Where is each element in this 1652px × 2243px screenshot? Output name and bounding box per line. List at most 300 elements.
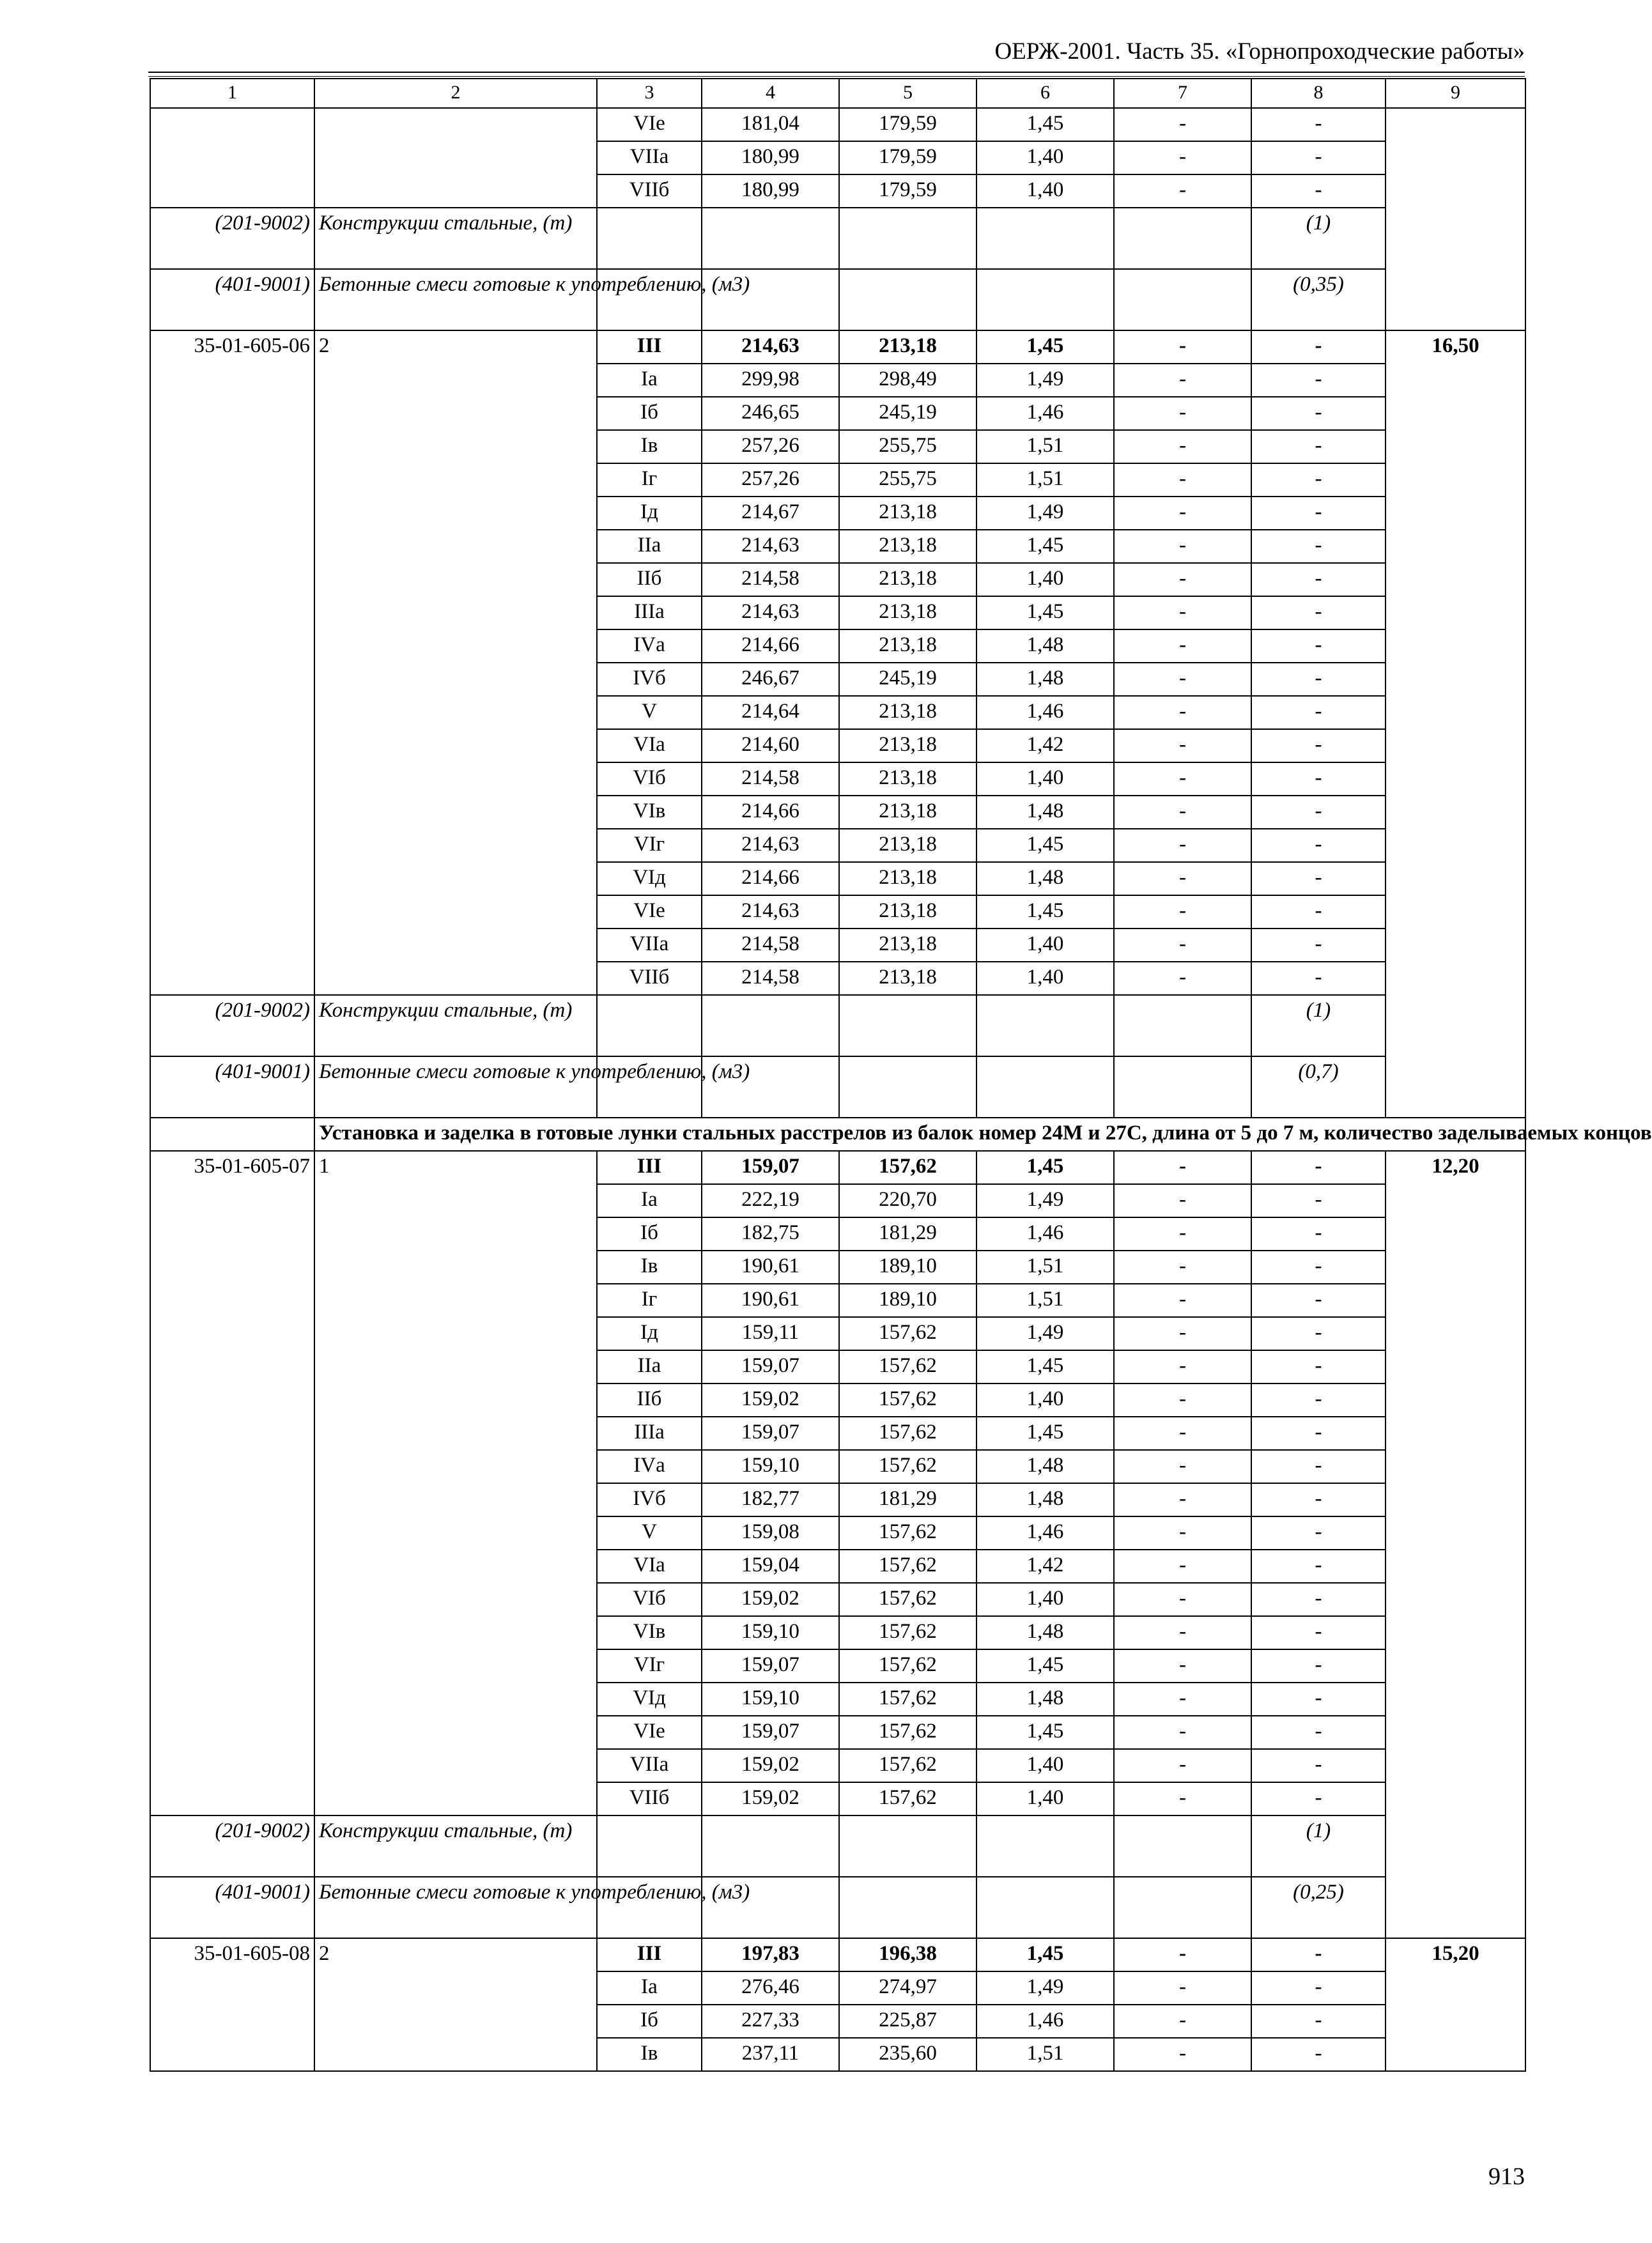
resource-qty: (1) [1251, 995, 1386, 1056]
norm-total: 16,50 [1386, 330, 1525, 1118]
table-cell [977, 1815, 1114, 1877]
table-cell: - [1251, 1151, 1386, 1184]
table-cell: 246,67 [702, 663, 839, 696]
table-cell: IIа [597, 530, 702, 563]
table-cell: 157,62 [839, 1683, 977, 1716]
table-cell: 159,02 [702, 1782, 839, 1815]
table-cell: - [1114, 463, 1251, 497]
table-cell: 157,62 [839, 1782, 977, 1815]
table-cell [1114, 1877, 1251, 1938]
table-cell: 213,18 [839, 497, 977, 530]
table-cell: 1,45 [977, 1350, 1114, 1384]
table-cell: - [1114, 1317, 1251, 1350]
column-number: 1 [150, 79, 314, 108]
table-cell: 227,33 [702, 2005, 839, 2038]
table-cell [702, 208, 839, 269]
table-cell: - [1251, 497, 1386, 530]
table-cell: 1,45 [977, 1417, 1114, 1450]
table-cell: 1,46 [977, 397, 1114, 430]
resource-code: (401-9001) [150, 1877, 314, 1938]
table-cell: 1,51 [977, 2038, 1114, 2071]
resource-row [150, 1815, 1525, 1877]
norm-label: 2 [314, 330, 597, 995]
table-cell: 189,10 [839, 1284, 977, 1317]
table-cell: 213,18 [839, 629, 977, 663]
table-cell: 213,18 [839, 829, 977, 862]
table-cell: - [1251, 2005, 1386, 2038]
table-cell: - [1114, 929, 1251, 962]
table-cell: - [1114, 1151, 1251, 1184]
section-title: Установка и заделка в готовые лунки стальных расстрелов из балок номер 24М и 27С, длина от 5 до 7 м, количество заделываемых концов [314, 1118, 1525, 1151]
table-cell [597, 995, 702, 1056]
resource-code: (201-9002) [150, 208, 314, 269]
table-cell: - [1251, 530, 1386, 563]
table-cell: 157,62 [839, 1516, 977, 1550]
table-cell: 1,40 [977, 141, 1114, 174]
table-cell: - [1251, 1450, 1386, 1483]
table-cell: - [1114, 1483, 1251, 1516]
table-cell: 257,26 [702, 430, 839, 463]
table-cell: 213,18 [839, 895, 977, 929]
table-cell: - [1114, 1284, 1251, 1317]
table-row [150, 330, 1525, 364]
table-cell: 1,40 [977, 1782, 1114, 1815]
table-cell: 1,49 [977, 364, 1114, 397]
table-cell: 1,51 [977, 1284, 1114, 1317]
table-cell: Iг [597, 1284, 702, 1317]
resource-code: (201-9002) [150, 1815, 314, 1877]
table-cell [977, 208, 1114, 269]
resource-qty: (1) [1251, 208, 1386, 269]
table-cell: 157,62 [839, 1384, 977, 1417]
table-cell: III [597, 330, 702, 364]
table-cell: - [1251, 1782, 1386, 1815]
table-cell: 246,65 [702, 397, 839, 430]
table-cell: - [1251, 330, 1386, 364]
table-cell: - [1114, 1782, 1251, 1815]
table-row [150, 1938, 1525, 1971]
table-cell: Iг [597, 463, 702, 497]
table-cell: 255,75 [839, 430, 977, 463]
table-cell: 220,70 [839, 1184, 977, 1217]
table-cell: - [1251, 1971, 1386, 2005]
norm-total [1386, 108, 1525, 330]
table-cell: VIIа [597, 1749, 702, 1782]
table-cell: - [1251, 895, 1386, 929]
table-cell: 179,59 [839, 141, 977, 174]
table-cell: 1,45 [977, 330, 1114, 364]
norm-total: 15,20 [1386, 1938, 1525, 2071]
table-cell [839, 208, 977, 269]
table-cell: 159,04 [702, 1550, 839, 1583]
table-cell: - [1251, 762, 1386, 796]
norm-code: 35-01-605-06 [150, 330, 314, 995]
table-cell: - [1114, 108, 1251, 141]
table-cell: 159,07 [702, 1417, 839, 1450]
table-cell: IVа [597, 629, 702, 663]
table-cell: VIг [597, 829, 702, 862]
table-cell: 214,66 [702, 629, 839, 663]
table-cell: - [1114, 1516, 1251, 1550]
table-cell: 1,45 [977, 1938, 1114, 1971]
table-cell: - [1114, 1616, 1251, 1649]
table-cell: 1,49 [977, 1971, 1114, 2005]
table-cell [839, 1877, 977, 1938]
table-cell: 196,38 [839, 1938, 977, 1971]
resource-qty: (0,7) [1251, 1056, 1386, 1118]
table-cell: 189,10 [839, 1251, 977, 1284]
table-cell [702, 1815, 839, 1877]
table-cell: 197,83 [702, 1938, 839, 1971]
table-cell: 1,40 [977, 762, 1114, 796]
table-cell: 1,45 [977, 108, 1114, 141]
resource-row [150, 208, 1525, 269]
column-number-row [150, 79, 1525, 108]
table-cell: Iд [597, 1317, 702, 1350]
table-cell: - [1114, 629, 1251, 663]
norm-label: 2 [314, 1938, 597, 2071]
table-cell: VIIа [597, 929, 702, 962]
page-header: ОЕРЖ-2001. Часть 35. «Горнопроходческие работы» [994, 38, 1525, 65]
resource-qty: (0,35) [1251, 269, 1386, 330]
table-cell [977, 995, 1114, 1056]
table-cell: Iд [597, 497, 702, 530]
table-cell: - [1114, 563, 1251, 596]
table-cell: - [1251, 108, 1386, 141]
table-cell: - [1114, 696, 1251, 729]
table-cell: - [1114, 1749, 1251, 1782]
table-cell: - [1251, 1649, 1386, 1683]
table-cell: 213,18 [839, 762, 977, 796]
table-cell: VIв [597, 1616, 702, 1649]
table-cell: 214,58 [702, 563, 839, 596]
norms-table [150, 78, 1652, 2072]
table-cell: - [1251, 862, 1386, 895]
table-cell: 159,07 [702, 1350, 839, 1384]
table-cell: 159,07 [702, 1716, 839, 1749]
norm-label: 1 [314, 1151, 597, 1815]
header-rule [148, 72, 1525, 77]
table-cell: IVа [597, 1450, 702, 1483]
column-number: 5 [839, 79, 977, 108]
table-cell: 1,46 [977, 1217, 1114, 1251]
table-cell: 179,59 [839, 108, 977, 141]
table-cell: - [1251, 1516, 1386, 1550]
column-number: 8 [1251, 79, 1386, 108]
table-cell: 1,42 [977, 729, 1114, 762]
table-cell [977, 269, 1114, 330]
table-cell: - [1251, 1683, 1386, 1716]
table-cell: 1,48 [977, 629, 1114, 663]
table-cell: 1,42 [977, 1550, 1114, 1583]
table-cell: - [1114, 497, 1251, 530]
table-cell: 257,26 [702, 463, 839, 497]
table-cell: - [1114, 1384, 1251, 1417]
resource-row [150, 269, 1525, 330]
table-cell: - [1251, 364, 1386, 397]
table-cell: - [1114, 596, 1251, 629]
table-cell: - [1114, 2038, 1251, 2071]
table-cell: Iб [597, 1217, 702, 1251]
table-cell: - [1114, 430, 1251, 463]
table-cell: - [1114, 1938, 1251, 1971]
page-number: 913 [1488, 2163, 1525, 2190]
table-cell: 157,62 [839, 1350, 977, 1384]
table-cell: 213,18 [839, 962, 977, 995]
table-cell: 235,60 [839, 2038, 977, 2071]
table-cell: 1,40 [977, 962, 1114, 995]
table-cell: 1,48 [977, 1450, 1114, 1483]
table-cell: - [1251, 174, 1386, 208]
table-cell: 1,46 [977, 1516, 1114, 1550]
resource-name: Конструкции стальные, (т) [314, 208, 597, 269]
table-cell: - [1251, 1716, 1386, 1749]
table-cell: Iв [597, 2038, 702, 2071]
table-cell: 214,67 [702, 497, 839, 530]
table-cell [839, 1056, 977, 1118]
resource-code: (401-9001) [150, 269, 314, 330]
table-cell: - [1251, 729, 1386, 762]
table-cell: Iа [597, 1184, 702, 1217]
table-cell [839, 1815, 977, 1877]
table-cell: VIIб [597, 174, 702, 208]
table-cell: - [1251, 1583, 1386, 1616]
table-cell: 180,99 [702, 174, 839, 208]
table-row [150, 108, 1525, 141]
norm-code [150, 108, 314, 208]
table-cell: 157,62 [839, 1716, 977, 1749]
resource-name: Бетонные смеси готовые к употреблению, (м3) [314, 1877, 597, 1938]
table-cell: VIIб [597, 962, 702, 995]
table-cell: 237,11 [702, 2038, 839, 2071]
table-cell: 157,62 [839, 1317, 977, 1350]
table-cell: 157,62 [839, 1649, 977, 1683]
table-cell: - [1251, 1251, 1386, 1284]
table-cell: 1,46 [977, 696, 1114, 729]
table-cell: - [1114, 1550, 1251, 1583]
table-cell: - [1251, 829, 1386, 862]
table-cell: 159,10 [702, 1616, 839, 1649]
norm-label [314, 108, 597, 208]
table-cell: 157,62 [839, 1450, 977, 1483]
table-cell: VIа [597, 729, 702, 762]
table-cell: - [1251, 962, 1386, 995]
table-cell: IIIа [597, 1417, 702, 1450]
column-number: 9 [1386, 79, 1525, 108]
table-cell: IIб [597, 563, 702, 596]
table-cell: 159,02 [702, 1749, 839, 1782]
table-cell: V [597, 696, 702, 729]
table-cell [702, 995, 839, 1056]
table-cell: - [1114, 862, 1251, 895]
table-cell: - [1114, 1649, 1251, 1683]
table-cell: - [1114, 962, 1251, 995]
table-cell [597, 208, 702, 269]
table-cell: - [1114, 1217, 1251, 1251]
table-cell: 1,49 [977, 1317, 1114, 1350]
table-cell: 298,49 [839, 364, 977, 397]
table-cell: VIIа [597, 141, 702, 174]
table-cell: 213,18 [839, 729, 977, 762]
table-cell [1114, 1815, 1251, 1877]
table-cell: 1,51 [977, 430, 1114, 463]
norm-total: 12,20 [1386, 1151, 1525, 1938]
table-cell: 1,40 [977, 1583, 1114, 1616]
norm-code: 35-01-605-07 [150, 1151, 314, 1815]
table-cell: 1,45 [977, 596, 1114, 629]
table-cell: IIб [597, 1384, 702, 1417]
table-cell [1114, 208, 1251, 269]
table-cell: 181,29 [839, 1217, 977, 1251]
section-row [150, 1118, 1525, 1151]
table-cell: Iб [597, 2005, 702, 2038]
table-cell: 159,11 [702, 1317, 839, 1350]
resource-qty: (0,25) [1251, 1877, 1386, 1938]
table-cell: 1,45 [977, 1151, 1114, 1184]
table-cell: VIб [597, 762, 702, 796]
table-cell: - [1251, 1384, 1386, 1417]
table-cell: - [1114, 829, 1251, 862]
table-cell: - [1251, 1184, 1386, 1217]
table-cell: 276,46 [702, 1971, 839, 2005]
table-cell: - [1251, 1217, 1386, 1251]
table-cell: - [1251, 696, 1386, 729]
table-cell: Iа [597, 1971, 702, 2005]
table-cell [839, 269, 977, 330]
table-cell: - [1114, 1251, 1251, 1284]
table-cell: 214,63 [702, 530, 839, 563]
table-cell: 213,18 [839, 929, 977, 962]
table-cell: Iа [597, 364, 702, 397]
table-cell: 1,40 [977, 1749, 1114, 1782]
table-cell: 214,58 [702, 929, 839, 962]
table-cell: Iв [597, 430, 702, 463]
table-cell: IVб [597, 1483, 702, 1516]
table-cell: - [1251, 563, 1386, 596]
table-cell: 159,02 [702, 1583, 839, 1616]
table-cell [977, 1877, 1114, 1938]
table-cell: 274,97 [839, 1971, 977, 2005]
table-cell: 1,49 [977, 497, 1114, 530]
table-cell: - [1114, 1971, 1251, 2005]
table-cell: - [1251, 629, 1386, 663]
table-cell: - [1251, 1317, 1386, 1350]
table-cell: 214,64 [702, 696, 839, 729]
table-cell: 214,66 [702, 796, 839, 829]
resource-row [150, 1877, 1525, 1938]
table-cell: 213,18 [839, 696, 977, 729]
table-cell: 181,04 [702, 108, 839, 141]
table-cell: - [1251, 796, 1386, 829]
table-cell: - [1114, 330, 1251, 364]
table-cell: - [1114, 1450, 1251, 1483]
table-cell: 157,62 [839, 1151, 977, 1184]
table-cell: 225,87 [839, 2005, 977, 2038]
table-cell: 190,61 [702, 1284, 839, 1317]
table-cell: 181,29 [839, 1483, 977, 1516]
column-number: 3 [597, 79, 702, 108]
table-cell: 1,51 [977, 1251, 1114, 1284]
table-cell: 299,98 [702, 364, 839, 397]
table-cell: 214,63 [702, 895, 839, 929]
table-cell: 214,63 [702, 829, 839, 862]
table-cell: 159,10 [702, 1450, 839, 1483]
table-cell: 213,18 [839, 862, 977, 895]
table-cell: 159,02 [702, 1384, 839, 1417]
table-cell: 180,99 [702, 141, 839, 174]
table-cell: 213,18 [839, 563, 977, 596]
table-cell: 1,46 [977, 2005, 1114, 2038]
table-cell: - [1114, 141, 1251, 174]
table-cell: 255,75 [839, 463, 977, 497]
table-cell: VIг [597, 1649, 702, 1683]
table-cell: V [597, 1516, 702, 1550]
table-cell: 1,45 [977, 1716, 1114, 1749]
table-cell: 190,61 [702, 1251, 839, 1284]
table-cell [150, 1118, 314, 1151]
table-cell: - [1114, 2005, 1251, 2038]
table-cell: - [1251, 1550, 1386, 1583]
table-cell: VIе [597, 895, 702, 929]
table-cell: 1,40 [977, 1384, 1114, 1417]
column-number: 6 [977, 79, 1114, 108]
table-cell: - [1251, 430, 1386, 463]
table-cell: 245,19 [839, 663, 977, 696]
resource-row [150, 1056, 1525, 1118]
table-cell: 213,18 [839, 596, 977, 629]
table-cell: 157,62 [839, 1749, 977, 1782]
table-cell: VIд [597, 1683, 702, 1716]
table-cell [1114, 269, 1251, 330]
table-cell: 213,18 [839, 796, 977, 829]
table-cell: 159,07 [702, 1151, 839, 1184]
table-cell: - [1251, 663, 1386, 696]
column-number: 7 [1114, 79, 1251, 108]
table-cell: 157,62 [839, 1550, 977, 1583]
table-cell: 1,49 [977, 1184, 1114, 1217]
table-cell: VIв [597, 796, 702, 829]
table-cell: 157,62 [839, 1583, 977, 1616]
table-cell: Iв [597, 1251, 702, 1284]
table-cell: - [1114, 1716, 1251, 1749]
table-cell: 159,08 [702, 1516, 839, 1550]
table-cell: 157,62 [839, 1616, 977, 1649]
table-cell: VIе [597, 1716, 702, 1749]
resource-name: Бетонные смеси готовые к употреблению, (м3) [314, 269, 597, 330]
resource-name: Конструкции стальные, (т) [314, 1815, 597, 1877]
table-cell: 1,45 [977, 895, 1114, 929]
table-cell: - [1114, 1350, 1251, 1384]
table-cell: - [1251, 1417, 1386, 1450]
table-cell [597, 1815, 702, 1877]
resource-name: Конструкции стальные, (т) [314, 995, 597, 1056]
table-cell: 1,48 [977, 1616, 1114, 1649]
table-cell [839, 995, 977, 1056]
table-cell: - [1251, 2038, 1386, 2071]
table-cell: - [1251, 1350, 1386, 1384]
table-cell [1114, 1056, 1251, 1118]
table-cell: - [1114, 762, 1251, 796]
table-cell: - [1114, 530, 1251, 563]
resource-name: Бетонные смеси готовые к употреблению, (м3) [314, 1056, 597, 1118]
table-cell: VIIб [597, 1782, 702, 1815]
resource-code: (201-9002) [150, 995, 314, 1056]
table-cell: 182,77 [702, 1483, 839, 1516]
table-cell: 214,63 [702, 596, 839, 629]
table-cell: 1,51 [977, 463, 1114, 497]
table-cell: Iб [597, 397, 702, 430]
table-cell: - [1114, 663, 1251, 696]
